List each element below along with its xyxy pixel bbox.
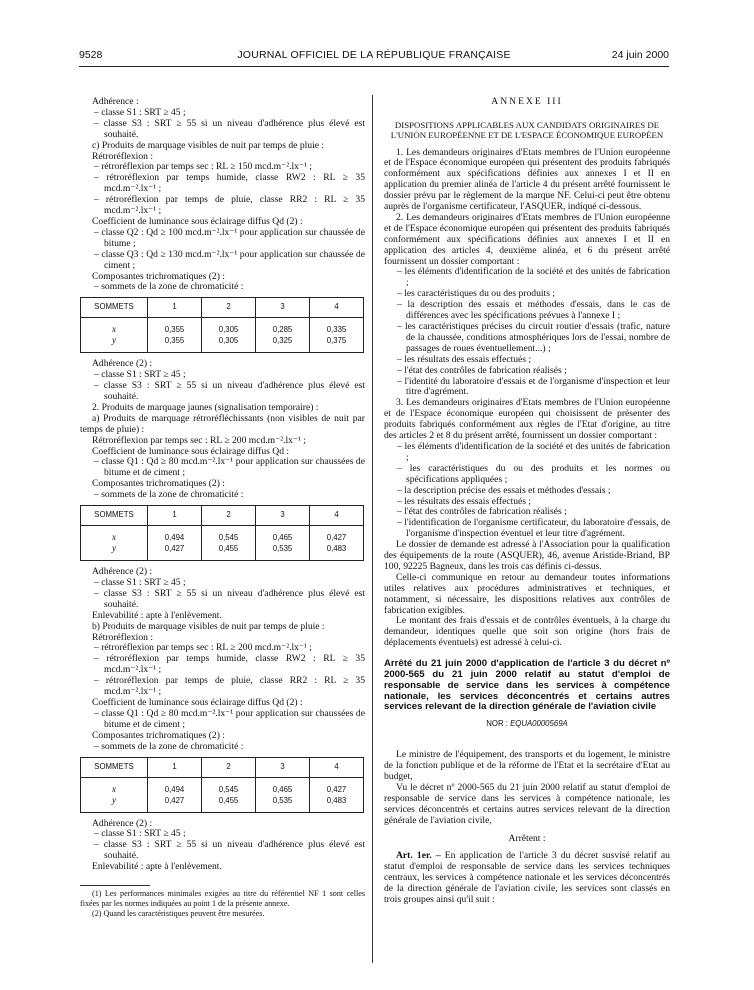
right-column <box>384 97 670 906</box>
x-label: x <box>112 324 116 335</box>
table-header: 4 <box>310 506 364 526</box>
y-value: 0,305 <box>218 336 239 346</box>
decree-title: Arrêté du 21 juin 2000 d'application de l'article 3 du décret nº 2000-565 du 21 juin 2000 relatif au statut d'emploi de responsable de service dans les services à compétence nationale, les services déconcentrés et certains autres services relevant de la direction générale de l'aviation civile <box>384 658 670 713</box>
chromaticity-table-3 <box>80 757 364 813</box>
x-value: 0,465 <box>272 784 293 794</box>
list-item: – classe S1 : SRT ≥ 45 ; <box>94 577 186 588</box>
y-value: 0,375 <box>326 336 347 346</box>
list-item: – rétroréflexion par temps de pluie, classe RR2 : RL ≥ 35 mcd.m⁻².lx⁻¹ ; <box>94 675 365 698</box>
list-item: – classe S1 : SRT ≥ 45 ; <box>94 369 186 381</box>
table-cell <box>202 777 256 812</box>
y-value: 0,483 <box>326 544 347 554</box>
table-cell <box>256 318 310 353</box>
x-value: 0,355 <box>164 325 185 335</box>
list-item: – classe S3 : SRT ≥ 55 si un niveau d'adhérence plus élevé est souhaité. <box>94 587 365 610</box>
table-header: 4 <box>310 757 364 777</box>
annex-title: ANNEXE III <box>491 96 563 107</box>
chromaticity-table-2 <box>80 505 364 561</box>
list-item: – les résultats des essais effectués ; <box>397 353 532 365</box>
table-header: SOMMETS <box>81 298 148 318</box>
list-item: – les caractéristiques du ou des produits et les normes ou spécifications appliquées ; <box>397 462 670 485</box>
footnote: (1) Les performances minimales exigées au titre du référentiel NF 1 sont celles fixées par les normes indiquées au point 1 de la présente annexe. <box>80 889 365 908</box>
y-value: 0,427 <box>164 795 185 805</box>
y-label: y <box>112 543 116 554</box>
x-label: x <box>112 532 116 543</box>
table-cell <box>148 526 202 561</box>
x-value: 0,427 <box>326 784 347 794</box>
list-item: – l'état des contrôles de fabrication réalisés ; <box>397 506 567 518</box>
list-item: – sommets de la zone de chromaticité : <box>94 489 244 501</box>
list-item: – la description précise des essais et méthodes d'essais ; <box>397 484 611 496</box>
list-item: – classe Q3 : Qd ≥ 130 mcd.m⁻².lx⁻¹ pour application sur chaussée de ciment ; <box>94 248 365 271</box>
list-item: – classe S3 : SRT ≥ 55 si un niveau d'adhérence plus élevé est souhaité. <box>94 839 365 862</box>
nor-code: EQUA0000569A <box>510 719 568 729</box>
x-value: 0,494 <box>164 533 185 543</box>
text-line: Coefficient de luminance sous éclairage diffus Qd : <box>92 445 290 457</box>
text-line: a) Produits de marquage rétroréfléchissants (non visibles de nuit par temps de pluie) : <box>80 412 365 435</box>
paragraph: Le ministre de l'équipement, des transports et du logement, le ministre de la fonction publique et de la réforme de l'Etat et la secrétaire d'Etat au budget, <box>384 749 670 782</box>
column-rule <box>372 95 373 963</box>
list-item: – sommets de la zone de chromaticité : <box>94 740 244 752</box>
x-value: 0,494 <box>164 784 185 794</box>
y-value: 0,325 <box>272 336 293 346</box>
y-value: 0,427 <box>164 544 185 554</box>
y-value: 0,455 <box>218 544 239 554</box>
table-header: 2 <box>202 506 256 526</box>
journal-title: JOURNAL OFFICIEL DE LA RÉPUBLIQUE FRANÇAISE <box>237 49 511 61</box>
list-item: – classe Q1 : Qd ≥ 80 mcd.m⁻².lx⁻¹ pour application sur chaussées de bitume et de ciment ; <box>94 456 365 479</box>
text-line: Adhérence (2) : <box>92 566 153 578</box>
y-label: y <box>112 335 116 346</box>
issue-date: 24 juin 2000 <box>611 49 669 61</box>
y-label: y <box>112 794 116 805</box>
list-item: – rétroréflexion par temps sec : RL ≥ 200 mcd.m⁻².lx⁻¹ ; <box>94 642 312 654</box>
list-item: – les éléments d'identification de la société et des unités de fabrication ; <box>397 266 670 289</box>
list-item: – les caractéristiques précises du circuit routier d'essais (trafic, nature de la chaussée, conditions atmosphériques lors de l'essai, nombre de passages de roues éventuellement...) ; <box>397 321 670 354</box>
row-labels <box>81 526 148 561</box>
chromaticity-table-1 <box>80 297 364 353</box>
list-item: – les éléments d'identification de la société et des unités de fabrication ; <box>397 440 670 463</box>
table-cell <box>310 318 364 353</box>
annex-heading: DISPOSITIONS APPLICABLES AUX CANDIDATS ORIGINAIRES DE L'UNION EUROPÉENNE ET DE L'ESPACE ÉCONOMIQUE EUROPÉEN <box>390 119 664 141</box>
list-item: – classe S3 : SRT ≥ 55 si un niveau d'adhérence plus élevé est souhaité. <box>94 117 365 140</box>
text-line: 2. Produits de marquage jaunes (signalisation temporaire) : <box>92 401 319 413</box>
table-cell <box>310 777 364 812</box>
text-line: Rétroréflexion : <box>92 150 154 162</box>
paragraph: Celle-ci communique en retour au demandeur toutes informations utiles relatives aux procédures administratives et techniques, et notamment, si nécessaire, les dispositions relatives aux contrôles de fabrication exigibles. <box>384 571 670 616</box>
x-value: 0,545 <box>218 533 239 543</box>
table-cell <box>310 526 364 561</box>
y-value: 0,535 <box>272 795 293 805</box>
text-line: Enlevabilité : apte à l'enlèvement. <box>92 861 222 873</box>
table-header: 3 <box>256 506 310 526</box>
y-value: 0,535 <box>272 544 293 554</box>
list-item: – l'identité du laboratoire d'essais et de l'organisme d'inspection et leur titre d'agrément. <box>397 375 670 398</box>
paragraph: 3. Les demandeurs originaires d'Etats membres de l'Union européenne et de l'Espace économique européen qui choisissent de présenter des produits fabriqués conformément aux règles de l'Etat d'origine, au titre des articles 2 et 8 du présent arrêté, fournissent un dossier comportant : <box>384 397 670 442</box>
list-item: – l'identification de l'organisme certificateur, du laboratoire d'essais, de l'organisme d'inspection éventuel et leur titre d'agrément. <box>397 517 670 540</box>
left-column <box>80 97 365 919</box>
text-line: Adhérence : <box>92 96 139 107</box>
text-line: Adhérence (2) : <box>92 358 153 370</box>
table-cell <box>202 318 256 353</box>
table-header: 2 <box>202 298 256 318</box>
table-header: 1 <box>148 298 202 318</box>
y-value: 0,355 <box>164 336 185 346</box>
table-cell <box>256 526 310 561</box>
table-header: SOMMETS <box>81 757 148 777</box>
text-line: Adhérence (2) : <box>92 817 153 829</box>
table-header: 3 <box>256 757 310 777</box>
table-header: 4 <box>310 298 364 318</box>
list-item: – l'état des contrôles de fabrication réalisés ; <box>397 364 567 376</box>
text-line: Coefficient de luminance sous éclairage diffus Qd (2) : <box>92 215 303 227</box>
list-item: – classe Q2 : Qd ≥ 100 mcd.m⁻².lx⁻¹ pour application sur chaussée de bitume ; <box>94 226 365 249</box>
list-item: – rétroréflexion par temps humide, classe RW2 : RL ≥ 35 mcd.m⁻².lx⁻¹ ; <box>94 172 365 195</box>
list-item: – la description des essais et méthodes d'essais, dans le cas de différences avec les spécifications prévues à l'annexe I ; <box>397 299 670 322</box>
text-line: Enlevabilité : apte à l'enlèvement. <box>92 609 222 621</box>
footnote: (2) Quand les caractéristiques peuvent être mesurées. <box>92 908 265 918</box>
list-item: – classe S1 : SRT ≥ 45 ; <box>94 828 186 840</box>
list-item: – classe S1 : SRT ≥ 45 ; <box>94 106 186 118</box>
x-value: 0,545 <box>218 784 239 794</box>
x-value: 0,335 <box>326 325 347 335</box>
list-item: – les caractéristiques du ou des produits ; <box>397 288 555 300</box>
table-header: 1 <box>148 506 202 526</box>
paragraph: 2. Les demandeurs originaires d'Etats membres de l'Union européenne et de l'Espace économique européen qui présentent des produits fabriqués conformément aux spécifications définies aux annexes I et II en application des articles 4, deuxième alinéa, et 6 du présent arrêté fournissent un dossier comportant : <box>384 211 670 267</box>
arretent-heading: Arrêtent : <box>508 833 546 845</box>
list-item: – rétroréflexion par temps sec : RL ≥ 150 mcd.m⁻².lx⁻¹ ; <box>94 161 312 173</box>
text-line: Coefficient de luminance sous éclairage diffus Qd (2) : <box>92 696 303 708</box>
table-cell <box>148 777 202 812</box>
list-item: – classe Q1 : Qd ≥ 80 mcd.m⁻².lx⁻¹ pour application sur chaussées de bitume et de ciment ; <box>94 707 365 730</box>
table-header: 2 <box>202 757 256 777</box>
y-value: 0,455 <box>218 795 239 805</box>
row-labels <box>81 777 148 812</box>
table-header: SOMMETS <box>81 506 148 526</box>
list-item: – sommets de la zone de chromaticité : <box>94 281 244 293</box>
paragraph: Le dossier de demande est adressé à l'Association pour la qualification des équipements de la route (ASQUER), 46, avenue Aristide-Briand, BP 100, 92225 Bagneux, dans les trois cas définis ci-dessus. <box>384 539 670 572</box>
list-item: – les résultats des essais effectués ; <box>397 495 532 507</box>
x-value: 0,305 <box>218 325 239 335</box>
text-line: Rétroréflexion : <box>92 631 154 643</box>
table-header: 1 <box>148 757 202 777</box>
table-header: 3 <box>256 298 310 318</box>
list-item: – classe S3 : SRT ≥ 55 si un niveau d'adhérence plus élevé est souhaité. <box>94 380 365 403</box>
nor-reference <box>384 719 670 730</box>
text-line: b) Produits de marquage visibles de nuit par temps de pluie : <box>92 620 325 632</box>
page-number: 9528 <box>79 49 103 61</box>
article-1 <box>384 851 670 906</box>
header-rule <box>79 66 669 67</box>
table-cell <box>148 318 202 353</box>
text-line: c) Produits de marquage visibles de nuit par temps de pluie : <box>92 139 325 151</box>
list-item: – rétroréflexion par temps humide, classe RW2 : RL ≥ 35 mcd.m⁻².lx⁻¹ ; <box>94 653 365 676</box>
text-line: Rétroréflexion par temps sec : RL ≥ 200 mcd.m⁻².lx⁻¹ ; <box>92 434 306 446</box>
nor-label: NOR : <box>486 719 511 729</box>
list-item: – rétroréflexion par temps de pluie, classe RR2 : RL ≥ 35 mcd.m⁻².lx⁻¹ ; <box>94 194 365 217</box>
text-line: Composantes trichromatiques (2) : <box>92 729 225 741</box>
text-line: Composantes trichromatiques (2) : <box>92 478 225 490</box>
paragraph: Vu le décret nº 2000-565 du 21 juin 2000 relatif au statut d'emploi de responsable de service dans les services à compétence nationale, les services déconcentrés et certains autres services relevant de la direction générale de l'aviation civile, <box>384 781 670 826</box>
x-value: 0,285 <box>272 325 293 335</box>
paragraph: 1. Les demandeurs originaires d'Etats membres de l'Union européenne et de l'Espace économique européen qui présentent des produits fabriqués conformément aux spécifications définies aux annexes I et II en application du premier alinéa de l'article 4 du présent arrêté fournissent le dossier prévu par le règlement de la marque NF. Celui-ci peut être obtenu auprès de l'organisme certificateur, l'ASQUER, indiqué ci-dessous. <box>384 146 670 213</box>
row-labels <box>81 318 148 353</box>
footnote-rule <box>80 885 150 886</box>
table-cell <box>202 526 256 561</box>
page-header <box>79 49 669 65</box>
article-label: Art. 1er. – <box>396 850 441 862</box>
y-value: 0,483 <box>326 795 347 805</box>
x-value: 0,465 <box>272 533 293 543</box>
paragraph: Le montant des frais d'essais et de contrôles éventuels, à la charge du demandeur, identiques quelle que soit son origine (hors frais de déplacements éventuels) est adressé à celui-ci. <box>384 615 670 649</box>
text-line: Composantes trichromatiques (2) : <box>92 270 225 282</box>
table-cell <box>256 777 310 812</box>
x-value: 0,427 <box>326 533 347 543</box>
article-text: En application de l'article 3 du décret susvisé relatif au statut d'emploi de responsable de service dans les services techniques centraux, les services à compétence nationale et les services déconcentrés de la direction générale de l'aviation civile, les services sont classés en trois groupes ainsi qu'il suit : <box>384 850 670 905</box>
x-label: x <box>112 783 116 794</box>
